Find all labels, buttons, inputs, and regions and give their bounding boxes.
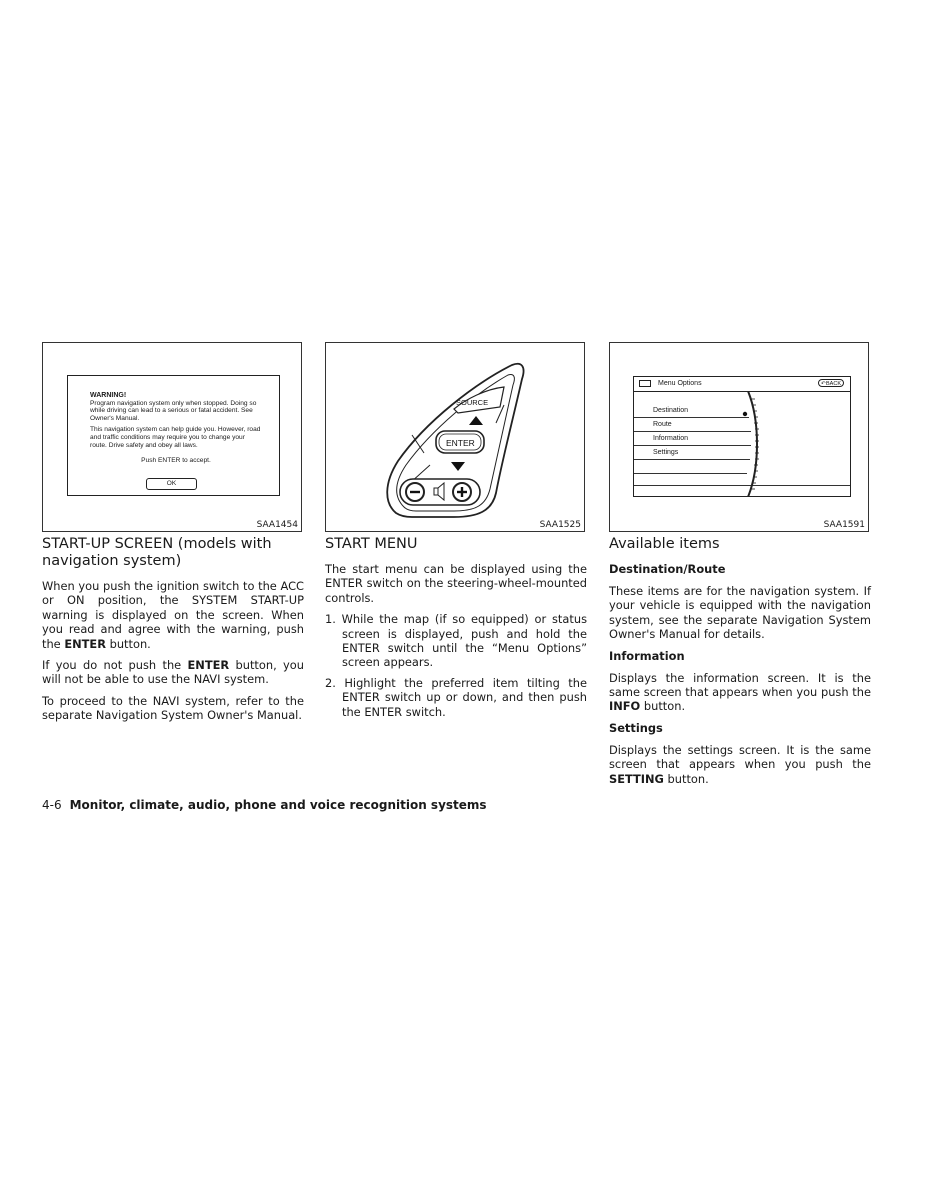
paragraph: The start menu can be displayed using the ENTER switch on the steering-wheel-mounted controls. — [325, 562, 587, 605]
list-item: 1. While the map (if so equipped) or status screen is displayed, push and hold the ENTER switch until the “Menu Options” screen appears. — [325, 612, 587, 670]
warning-text-block — [90, 392, 262, 465]
back-arrow-icon: ↶ — [821, 381, 826, 387]
warning-push-text: Push ENTER to accept. — [141, 457, 211, 465]
paragraph: To proceed to the NAVI system, refer to the separate Navigation System Owner's Manual. — [42, 693, 304, 723]
menu-title: Menu Options — [658, 380, 702, 387]
figure-code: SAA1454 — [256, 520, 298, 530]
section-heading: Available items — [609, 536, 720, 552]
enter-button[interactable]: ENTER — [446, 438, 475, 448]
section-heading: START MENU — [325, 536, 418, 552]
paragraph: If you do not push the ENTER button, you will not be able to use the NAVI system. — [42, 658, 304, 687]
figure-steering-switch — [325, 342, 585, 532]
scroll-dial-icon[interactable] — [734, 391, 774, 497]
menu-options-screen — [633, 376, 851, 497]
page-number: 4-6 — [42, 798, 62, 812]
warning-screen — [67, 375, 280, 496]
figure-code: SAA1525 — [539, 520, 581, 530]
subheading-destination-route: Destination/Route — [609, 562, 726, 576]
subheading-settings: Settings — [609, 720, 663, 735]
figure-menu-options — [609, 342, 869, 532]
menu-item-route[interactable]: Route — [653, 421, 672, 428]
warning-paragraph-1: Program navigation system only when stopped. Doing so while driving can lead to a serious or fatal accident. See Owner's Manual. — [90, 399, 257, 422]
menu-header — [634, 377, 850, 392]
section-heading: START-UP SCREEN (models with navigation system) — [42, 536, 272, 569]
subheading-information: Information — [609, 648, 685, 663]
paragraph: When you push the ignition switch to the ACC or ON position, the SYSTEM START-UP warning is displayed on the screen. When you read and agree with the warning, push the ENTER button. — [42, 579, 304, 651]
warning-paragraph-2: This navigation system can help guide you. However, road and traffic conditions may require you to change your route. Drive safety and obey all laws. — [90, 426, 261, 449]
menu-item-settings[interactable]: Settings — [653, 449, 679, 456]
paragraph: These items are for the navigation system. If your vehicle is equipped with the navigation system, see the separate Navigation System Owner's Manual for details. — [609, 584, 871, 642]
figure-code: SAA1591 — [823, 520, 865, 530]
menu-item-destination[interactable]: Destination — [653, 407, 689, 414]
menu-item-information[interactable]: Information — [653, 435, 689, 442]
source-label[interactable]: SOURCE — [456, 398, 489, 407]
list-item: 2. Highlight the preferred item tilting the ENTER switch up or down, and then push the ENTER switch. — [325, 675, 587, 719]
back-label: BACK — [826, 381, 841, 387]
row-divider — [634, 459, 750, 460]
menu-list-icon — [639, 380, 651, 387]
column-start-menu — [325, 536, 587, 725]
row-divider — [634, 473, 747, 474]
page-footer — [42, 798, 487, 812]
paragraph: Displays the settings screen. It is the same screen that appears when you push the SETTING button. — [609, 742, 871, 786]
figure-startup-warning — [42, 342, 302, 532]
steering-switch-illustration — [326, 343, 584, 531]
steps-list — [325, 612, 587, 719]
back-button[interactable] — [818, 379, 844, 387]
chapter-title: Monitor, climate, audio, phone and voice recognition systems — [69, 798, 487, 812]
column-startup-screen — [42, 536, 304, 730]
paragraph: Displays the information screen. It is the same screen that appears when you push the INFO button. — [609, 670, 871, 714]
column-available-items — [609, 536, 871, 793]
ok-button[interactable]: OK — [146, 478, 197, 490]
warning-title: WARNING! — [90, 392, 127, 399]
row-divider — [634, 417, 749, 418]
